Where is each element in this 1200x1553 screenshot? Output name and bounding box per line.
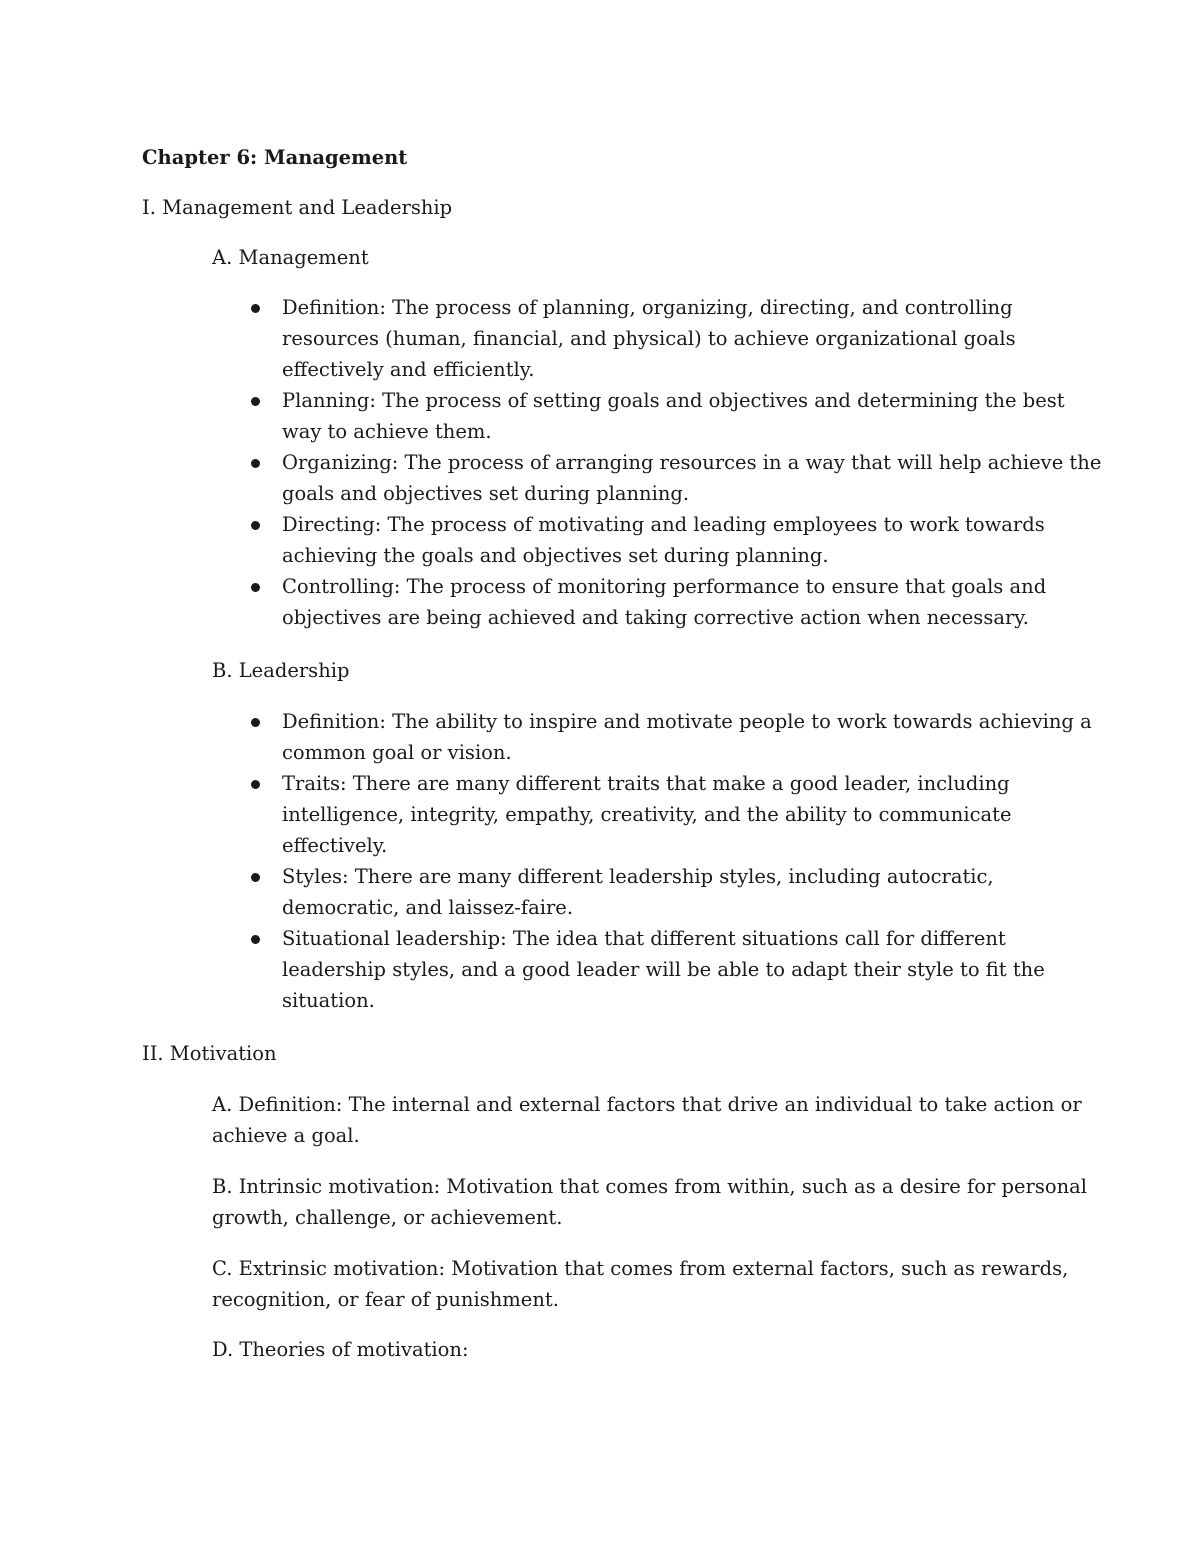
intrinsic-motivation-paragraph bbox=[212, 1171, 1088, 1233]
bullet-icon bbox=[251, 780, 260, 789]
leadership-bullet-list bbox=[248, 706, 1092, 1016]
list-item-line: Situational leadership: The idea that different situations call for different bbox=[282, 927, 1006, 950]
section-heading-motivation: II. Motivation bbox=[142, 1042, 277, 1065]
bullet-icon bbox=[251, 935, 260, 944]
list-item bbox=[248, 447, 1102, 509]
list-item bbox=[248, 768, 1088, 861]
paragraph-line: achieve a goal. bbox=[212, 1124, 360, 1147]
list-item-line: objectives are being achieved and taking corrective action when necessary. bbox=[282, 606, 1029, 629]
list-item-line: situation. bbox=[282, 989, 375, 1012]
motivation-definition-paragraph bbox=[212, 1089, 1082, 1151]
list-item-line: common goal or vision. bbox=[282, 741, 512, 764]
list-item-line: Organizing: The process of arranging resources in a way that will help achieve the bbox=[282, 451, 1102, 474]
list-item-line: Directing: The process of motivating and leading employees to work towards bbox=[282, 513, 1045, 536]
paragraph-line: C. Extrinsic motivation: Motivation that comes from external factors, such as rewards, bbox=[212, 1257, 1069, 1280]
list-item bbox=[248, 706, 1092, 768]
paragraph-line: recognition, or fear of punishment. bbox=[212, 1288, 559, 1311]
list-item-line: leadership styles, and a good leader will be able to adapt their style to fit the bbox=[282, 958, 1045, 981]
list-item-line: intelligence, integrity, empathy, creativity, and the ability to communicate bbox=[282, 803, 1012, 826]
list-item bbox=[248, 923, 1088, 1016]
subsection-heading-management: A. Management bbox=[212, 246, 369, 269]
bullet-icon bbox=[251, 873, 260, 882]
management-bullet-list bbox=[248, 292, 1102, 633]
list-item-line: Definition: The process of planning, organizing, directing, and controlling bbox=[282, 296, 1013, 319]
list-item-line: democratic, and laissez-faire. bbox=[282, 896, 574, 919]
list-item-line: effectively and efficiently. bbox=[282, 358, 535, 381]
list-item bbox=[248, 861, 1088, 923]
list-item-line: goals and objectives set during planning. bbox=[282, 482, 690, 505]
list-item bbox=[248, 509, 1088, 571]
list-item-line: Planning: The process of setting goals and objectives and determining the best bbox=[282, 389, 1065, 412]
list-item-line: Controlling: The process of monitoring performance to ensure that goals and bbox=[282, 575, 1047, 598]
theories-of-motivation-paragraph bbox=[212, 1334, 1072, 1365]
paragraph-line: B. Intrinsic motivation: Motivation that comes from within, such as a desire for personal bbox=[212, 1175, 1088, 1198]
list-item-line: achieving the goals and objectives set during planning. bbox=[282, 544, 829, 567]
list-item bbox=[248, 292, 1088, 385]
bullet-icon bbox=[251, 397, 260, 406]
list-item-line: way to achieve them. bbox=[282, 420, 492, 443]
extrinsic-motivation-paragraph bbox=[212, 1253, 1072, 1315]
list-item-line: Traits: There are many different traits that make a good leader, including bbox=[282, 772, 1010, 795]
bullet-icon bbox=[251, 521, 260, 530]
list-item bbox=[248, 385, 1088, 447]
list-item-line: Styles: There are many different leadership styles, including autocratic, bbox=[282, 865, 994, 888]
list-item bbox=[248, 571, 1088, 633]
subsection-heading-leadership: B. Leadership bbox=[212, 659, 350, 682]
bullet-icon bbox=[251, 718, 260, 727]
list-item-line: Definition: The ability to inspire and motivate people to work towards achieving a bbox=[282, 710, 1092, 733]
paragraph-line: A. Definition: The internal and external factors that drive an individual to take action or bbox=[212, 1093, 1082, 1116]
chapter-title: Chapter 6: Management bbox=[142, 146, 408, 169]
bullet-icon bbox=[251, 304, 260, 313]
list-item-line: effectively. bbox=[282, 834, 388, 857]
bullet-icon bbox=[251, 583, 260, 592]
list-item-line: resources (human, financial, and physical) to achieve organizational goals bbox=[282, 327, 1016, 350]
paragraph-line: growth, challenge, or achievement. bbox=[212, 1206, 563, 1229]
bullet-icon bbox=[251, 459, 260, 468]
paragraph-line: D. Theories of motivation: bbox=[212, 1338, 469, 1361]
section-heading-management-and-leadership: I. Management and Leadership bbox=[142, 196, 453, 219]
